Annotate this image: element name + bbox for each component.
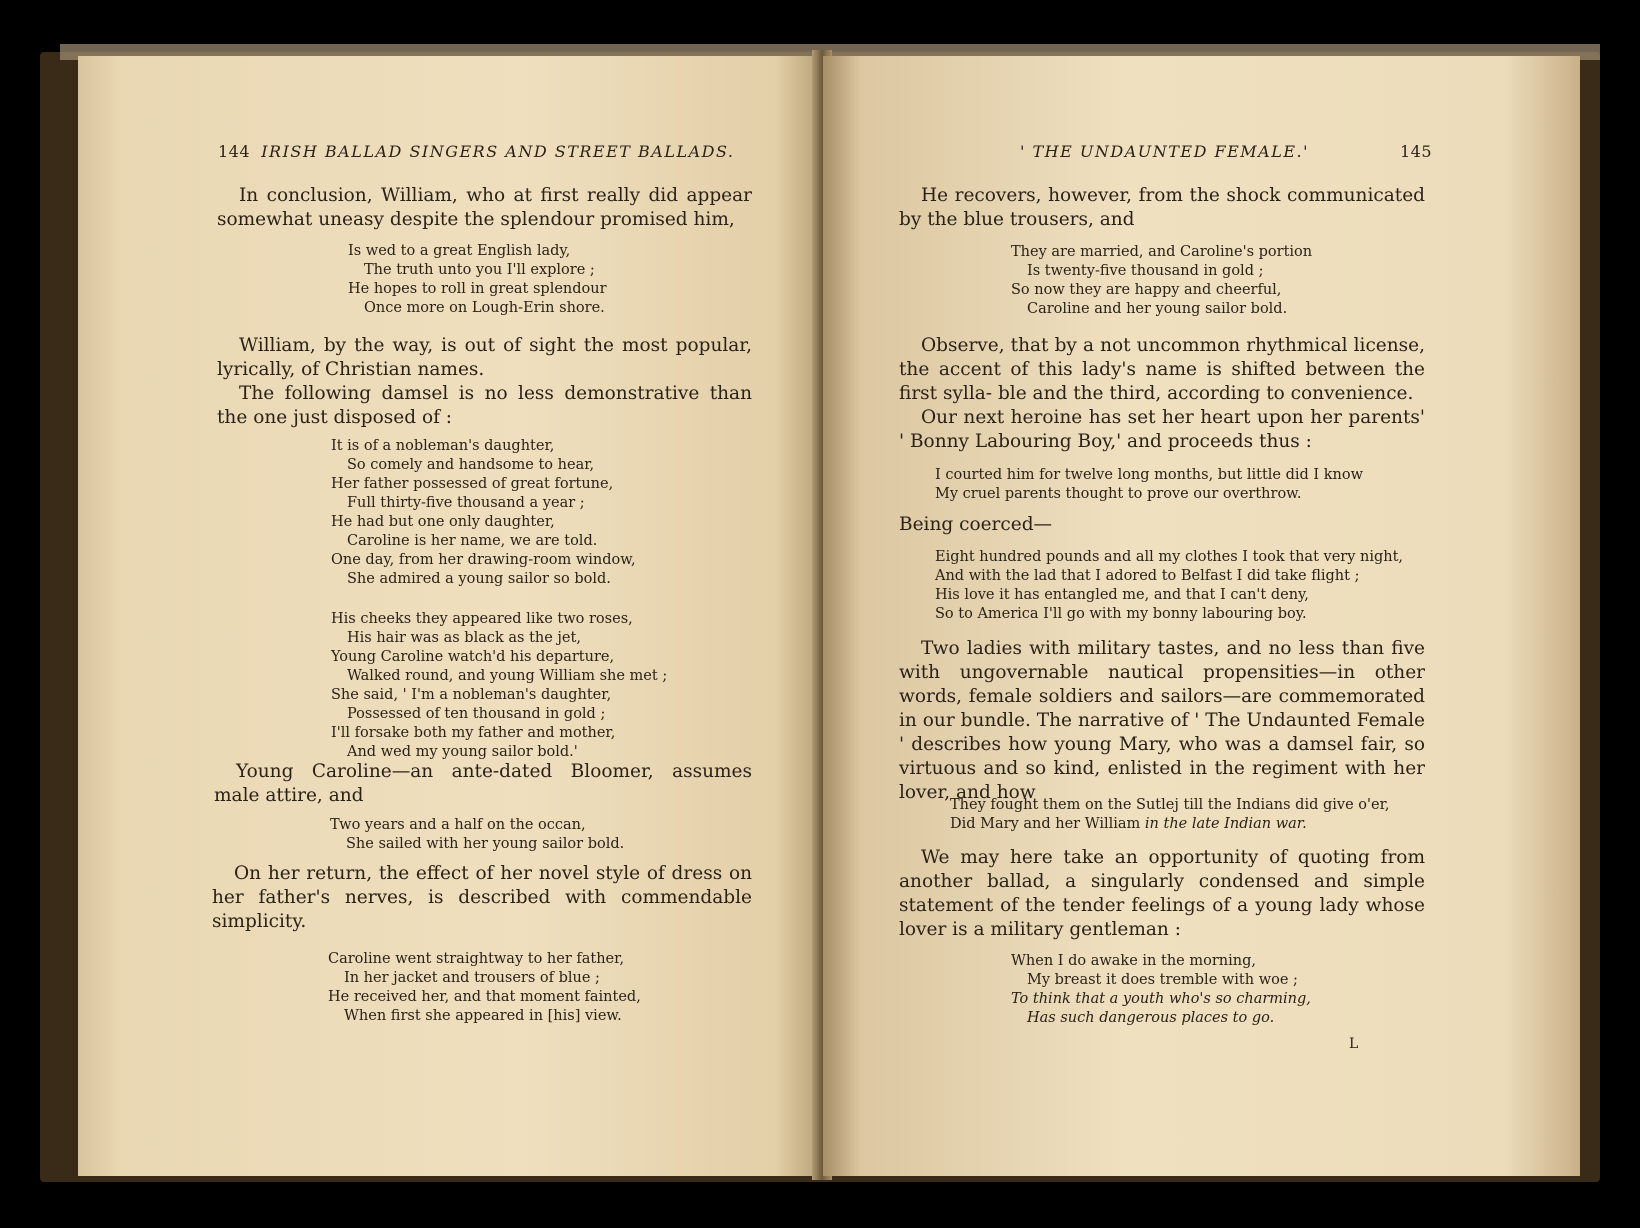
right-paragraph-2: Observe, that by a not uncommon rhythmical license, the accent of this lady's name is shifted between the first sylla- ble and the third, according to convenience. Our next heroine has set her heart upon her parents' ' Bonny Labouring Boy,' and proceeds thus : [899,335,1425,452]
right-header [1020,142,1433,161]
left-page-number: 144 [218,142,251,161]
left-page [78,56,820,1176]
right-verse-3: Eight hundred pounds and all my clothes I took that very night, And with the lad that I adored to Belfast I did take flight ; His love it has entangled me, and that I can't deny, So to America I'll go with my bonny labouring boy. [935,549,1404,622]
right-paragraph-3: Being coerced— [899,514,1053,535]
right-running-head: ' THE UNDAUNTED FEMALE.' [1020,142,1309,161]
left-verse-4: Two years and a half on the occan, She sailed with her young sailor bold. [330,817,625,852]
right-verse-4: They fought them on the Sutlej till the Indians did give o'er, Did Mary and her William in the late Indian war. [950,797,1390,832]
right-verse-1: They are married, and Caroline's portion Is twenty-five thousand in gold ; So now they are happy and cheerful, Caroline and her young sailor bold. [1011,244,1313,317]
right-page-number: 145 [1400,142,1433,161]
left-paragraph-4: On her return, the effect of her novel style of dress on her father's nerves, is described with commendable simplicity. [212,863,752,932]
left-paragraph-1: In conclusion, William, who at first really did appear somewhat uneasy despite the splendour promised him, [217,185,752,230]
left-paragraph-3: Young Caroline—an ante-dated Bloomer, assumes male attire, and [214,761,752,806]
left-header [218,142,734,161]
left-verse-5: Caroline went straightway to her father, In her jacket and trousers of blue ; He received her, and that moment fainted, When first she appeared in [his] view. [328,951,641,1024]
right-page [823,56,1580,1176]
left-verse-1: Is wed to a great English lady, The truth unto you I'll explore ; He hopes to roll in great splendour Once more on Lough-Erin shore. [348,243,607,316]
signature-mark: L [1349,1036,1359,1052]
right-paragraph-5: We may here take an opportunity of quoting from another ballad, a singularly condensed and simple statement of the tender feelings of a young lady whose lover is a military gentleman : [899,847,1425,940]
left-verse-3: His cheeks they appeared like two roses, His hair was as black as the jet, Young Caroline watch'd his departure, Walked round, and young William she met ; She said, ' I'm a nobleman's daughter, Possessed of ten thousand in gold ; I'll forsake both my father and mother, And wed my young sailor bold.' [331,611,668,760]
right-paragraph-4: Two ladies with military tastes, and no less than five with ungovernable nautical propensities—in other words, female soldiers and sailors—are commemorated in our bundle. The narrative of ' The Undaunted Female ' describes how young Mary, who was a damsel fair, so virtuous and so kind, enlisted in the regiment with her lover, and how [899,638,1425,803]
right-verse-5: When I do awake in the morning, My breast it does tremble with woe ; To think that a youth who's so charming, Has such dangerous places to go. [1011,953,1311,1026]
left-running-head: IRISH BALLAD SINGERS AND STREET BALLADS. [261,142,735,161]
left-paragraph-2: William, by the way, is out of sight the most popular, lyrically, of Christian names. The following damsel is no less demonstrative than the one just disposed of : [217,335,752,428]
right-verse-2: I courted him for twelve long months, but little did I know My cruel parents thought to prove our overthrow. [935,467,1364,502]
right-paragraph-1: He recovers, however, from the shock communicated by the blue trousers, and [899,185,1425,230]
left-verse-2: It is of a nobleman's daughter, So comely and handsome to hear, Her father possessed of great fortune, Full thirty-five thousand a year ; He had but one only daughter, Caroline is her name, we are told. One day, from her drawing-room window, She admired a young sailor so bold. [331,438,636,587]
